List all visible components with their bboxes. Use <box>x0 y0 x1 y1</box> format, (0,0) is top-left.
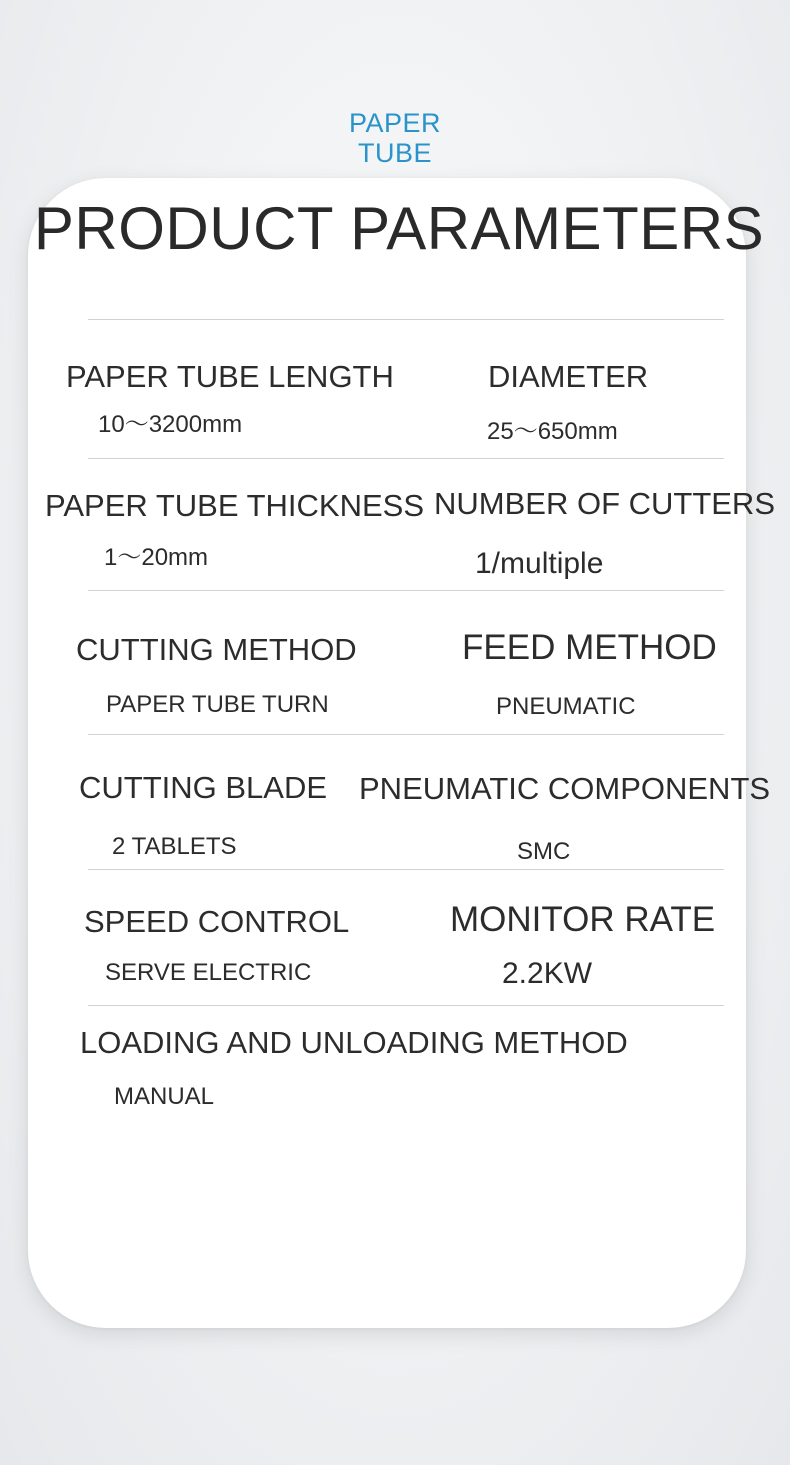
divider <box>88 590 724 591</box>
param-label-paper-tube-thickness: PAPER TUBE THICKNESS <box>45 488 424 523</box>
param-value-pneumatic-components: SMC <box>517 838 571 865</box>
param-value-paper-tube-length: 10～3200mm <box>98 411 243 438</box>
param-label-feed-method: FEED METHOD <box>462 628 717 667</box>
param-label-cutting-blade: CUTTING BLADE <box>79 770 328 805</box>
param-value-cutting-blade: 2 TABLETS <box>112 833 237 860</box>
param-value-speed-control: SERVE ELECTRIC <box>105 959 312 986</box>
param-value-diameter: 25～650mm <box>487 418 618 445</box>
divider <box>88 869 724 870</box>
param-label-pneumatic-components: PNEUMATIC COMPONENTS <box>359 771 771 806</box>
divider <box>88 734 724 735</box>
divider <box>88 1005 724 1006</box>
param-value-feed-method: PNEUMATIC <box>496 693 636 720</box>
parameters-card <box>28 178 746 1328</box>
brand-line-2: TUBE <box>357 138 432 168</box>
brand-label <box>0 108 790 168</box>
param-label-number-of-cutters: NUMBER OF CUTTERS <box>434 486 775 521</box>
param-label-loading-unloading-method: LOADING AND UNLOADING METHOD <box>80 1025 628 1060</box>
param-value-number-of-cutters: 1/multiple <box>475 547 604 580</box>
param-label-diameter: DIAMETER <box>488 359 649 394</box>
param-value-cutting-method: PAPER TUBE TURN <box>106 691 329 718</box>
param-value-monitor-rate: 2.2KW <box>502 957 593 990</box>
param-value-paper-tube-thickness: 1～20mm <box>104 544 209 571</box>
param-value-loading-unloading-method: MANUAL <box>114 1083 215 1110</box>
page-title: PRODUCT PARAMETERS <box>33 195 765 262</box>
param-label-paper-tube-length: PAPER TUBE LENGTH <box>66 359 394 394</box>
param-label-monitor-rate: MONITOR RATE <box>450 900 716 939</box>
divider <box>88 458 724 459</box>
divider <box>88 319 724 320</box>
param-label-speed-control: SPEED CONTROL <box>84 904 350 939</box>
brand-line-1: PAPER <box>348 108 442 138</box>
param-label-cutting-method: CUTTING METHOD <box>76 632 357 667</box>
